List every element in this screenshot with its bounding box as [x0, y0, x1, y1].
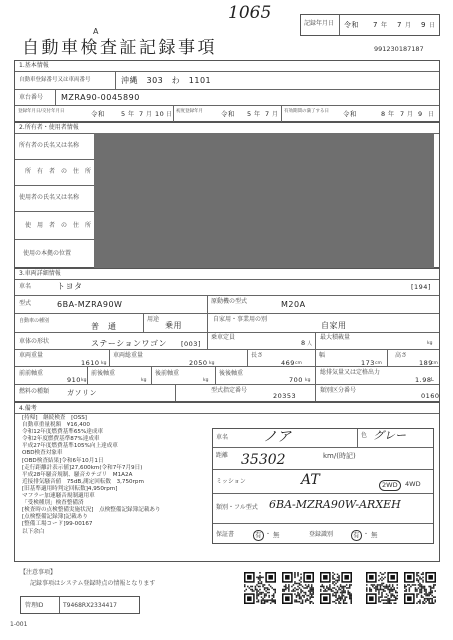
side-distance-value: 35302 [241, 452, 286, 468]
fuel-label: 燃料の種類 [19, 388, 50, 395]
vehicle-detail-section [14, 268, 440, 402]
remark-line: 「受検種別」検査整備済 [22, 500, 84, 507]
warranty-no: 無 [273, 531, 280, 539]
front-front-axle-value: 910 [67, 376, 81, 384]
remark-line: [点検整備記録簿]記載あり [22, 514, 88, 521]
record-date-month: 7 [397, 21, 402, 29]
remark-line: 自動車重量税額 ¥16,400 [22, 422, 90, 429]
document-code: 991230187187 [374, 45, 424, 53]
gross-weight-unit: kg [209, 361, 215, 366]
registration-no: 無 [371, 531, 378, 539]
category-number-value: 0160 [421, 392, 440, 400]
width-unit: cm [375, 361, 382, 366]
side-full-type-value: 6BA-MZRA90W-ARXEH [269, 498, 401, 511]
first-reg-era: 令和 [91, 110, 105, 118]
capacity-unit: 人 [307, 341, 313, 347]
rear-rear-axle-label: 後後軸重 [219, 370, 244, 377]
weight-label: 車両重量 [19, 352, 44, 359]
expiry-label: 有効期間の満了する日 [284, 109, 329, 114]
notice-title: 【注意事項】 [20, 569, 57, 576]
kind-label: 自動車の種別 [19, 318, 50, 324]
record-date-box [300, 14, 440, 36]
expiry-era: 令和 [343, 110, 357, 118]
remark-line: 以下余白 [22, 528, 45, 535]
user-name-label: 使用者の氏名又は名称 [19, 194, 80, 201]
shape-code: [003] [181, 340, 201, 348]
purpose-label: 自家用・事業用の別 [213, 316, 268, 323]
use-label: 用途 [147, 316, 160, 323]
record-date-m-unit: 月 [405, 22, 412, 29]
first-reg-day: 10 [155, 110, 165, 118]
engine-label: 原動機の型式 [211, 298, 248, 305]
first-year-year-unit: 年 [254, 111, 261, 118]
rear-front-axle-label: 後前軸重 [155, 370, 180, 377]
base-location-label: 使用の本拠の位置 [23, 250, 72, 257]
first-reg-label: 登録年月日/交付年月日 [18, 109, 65, 114]
expiry-day-unit: 日 [428, 111, 435, 118]
shape-label: 車体の形状 [19, 338, 50, 345]
expiry-month: 7 [400, 110, 405, 118]
management-id-box [20, 596, 140, 614]
management-id-value: T9468RX2334417 [63, 602, 117, 609]
reg-value: 沖縄 303 わ 1101 [121, 76, 212, 85]
expiry-year: 8 [381, 110, 386, 118]
remarks-notes [22, 415, 212, 536]
remark-line: 平成27年度燃費基準105%向上達成車 [22, 443, 118, 450]
displacement-unit: L [431, 377, 434, 383]
type-number-label: 型式指定番号 [211, 387, 248, 394]
side-full-type-label: 類別・フル型式 [216, 504, 258, 511]
warranty-sep: ・ [265, 531, 272, 538]
drive-2wd-option: 2WD [379, 480, 401, 491]
remark-line: 近接排気騒音値 75dB,測定回転数 3,750rpm [22, 478, 144, 485]
management-id-label: 管理ID [25, 602, 44, 609]
redacted-owner-info [94, 133, 434, 268]
expiry-year-unit: 年 [388, 111, 395, 118]
kind-value: 普 通 [91, 322, 117, 331]
remark-line: 令和12年度燃費基準65%達成車 [22, 429, 104, 436]
maker-label: 車名 [19, 283, 32, 290]
first-year-year: 5 [247, 110, 252, 118]
side-distance-unit: km/(時記) [323, 452, 356, 460]
remark-line: 平成28年騒音規制、騒音カテゴリ M1A2A [22, 471, 133, 478]
first-reg-day-unit: 日 [166, 111, 173, 118]
section4-title: 4.備考 [19, 405, 37, 412]
record-date-day: 9 [421, 21, 426, 29]
displacement-label: 総排気量又は定格出力 [320, 369, 381, 376]
handwritten-number: 1065 [228, 3, 272, 23]
section3-title: 3.車両詳細情報 [19, 270, 61, 277]
record-date-d-unit: 日 [429, 22, 436, 29]
basic-info-section [14, 60, 440, 122]
maker-value: トヨタ [57, 282, 83, 291]
registration-sep: ・ [363, 531, 370, 538]
model-value: 6BA-MZRA90W [57, 300, 123, 309]
expiry-month-unit: 月 [407, 111, 414, 118]
side-name-value: ノア [263, 429, 291, 445]
warranty-yes: 有 [255, 531, 262, 539]
side-mission-label: ミッション [216, 478, 246, 485]
front-front-axle-label: 前前軸重 [19, 370, 44, 377]
inspection-side-form [212, 428, 434, 544]
length-label: 長さ [251, 352, 264, 359]
record-date-year: 7 [373, 21, 378, 29]
fuel-value: ガソリン [67, 389, 97, 397]
engine-value: M20A [281, 300, 306, 309]
displacement-value: 1.98 [415, 376, 432, 384]
notice-text: 記録事項はシステム登録時点の情報となります [30, 580, 156, 587]
front-rear-axle-label: 前後軸重 [91, 370, 116, 377]
rear-front-axle-unit: kg [203, 378, 209, 383]
marker-a: A [93, 27, 99, 36]
height-unit: cm [431, 361, 438, 366]
rear-rear-axle-value: 700 [289, 376, 303, 384]
type-number-value: 20353 [273, 392, 297, 400]
purpose-value: 自家用 [321, 321, 347, 330]
remark-line: [走行距離計表示値]27,600km(令和7年7月9日) [22, 464, 143, 471]
length-value: 469 [281, 359, 295, 367]
gross-weight-label: 車両総重量 [113, 352, 144, 359]
shape-value: ステーションワゴン [91, 339, 168, 348]
owner-address-label: 所 有 者 の 住 所 [25, 168, 92, 175]
chassis-label: 車台番号 [19, 94, 44, 101]
expiry-day: 9 [418, 110, 423, 118]
remark-line: OBD検査対象車 [22, 450, 63, 457]
side-warranty-label: 保証書 [216, 531, 235, 538]
registration-yes: 有 [353, 531, 360, 539]
length-unit: cm [295, 361, 302, 366]
qr-code-icon [244, 572, 276, 604]
maker-code: [194] [411, 283, 431, 291]
model-label: 型式 [19, 300, 32, 307]
height-value: 189 [419, 359, 433, 367]
first-reg-year: 5 [121, 110, 126, 118]
front-rear-axle-unit: kg [141, 378, 147, 383]
record-date-era: 令和 [344, 21, 359, 29]
side-color-value: グレー [373, 429, 406, 442]
use-value: 乗用 [165, 321, 182, 330]
reg-label: 自動車登録番号又は車両番号 [19, 77, 91, 83]
qr-code-icon [366, 572, 398, 604]
record-date-label: 記録年月日 [304, 20, 335, 27]
height-label: 高さ [395, 352, 408, 359]
remark-line: [検査時の点検整備実施状況] 点検整備記録簿記載あり [22, 507, 161, 514]
side-registration-label: 登録識別 [309, 531, 334, 538]
gross-weight-value: 2050 [189, 359, 208, 367]
section2-title: 2.所有者・使用者情報 [19, 124, 79, 131]
first-reg-month-unit: 月 [146, 111, 153, 118]
remark-line: [整備工場コード]99-00167 [22, 521, 93, 528]
weight-value: 1610 [81, 359, 100, 367]
section1-title: 1.基本情報 [19, 62, 49, 69]
drive-4wd-option: 4WD [405, 480, 421, 488]
side-distance-label: 距離 [216, 452, 229, 459]
side-name-label: 車名 [216, 434, 229, 441]
remark-line: 令和2年度燃費基準87%達成車 [22, 436, 100, 443]
user-address-label: 使 用 者 の 住 所 [25, 222, 92, 229]
width-label: 幅 [319, 352, 326, 359]
load-unit: kg [427, 341, 433, 346]
first-year-era: 令和 [221, 110, 235, 118]
first-year-month-unit: 月 [272, 111, 279, 118]
first-reg-year-unit: 年 [128, 111, 135, 118]
side-mission-value: AT [301, 472, 320, 488]
capacity-label: 乗車定員 [211, 334, 236, 341]
qr-code-icon [282, 572, 314, 604]
load-label: 最大積載量 [320, 334, 351, 341]
owner-name-label: 所有者の氏名又は名称 [19, 142, 80, 149]
rear-rear-axle-unit: kg [305, 378, 311, 383]
chassis-value: MZRA90-0045890 [61, 93, 140, 102]
side-color-label: 色 [361, 432, 368, 439]
document-title: 自動車検査証記録事項 [22, 38, 217, 58]
qr-code-icon [320, 572, 352, 604]
first-year-month: 7 [265, 110, 270, 118]
category-number-label: 類別区分番号 [320, 387, 357, 394]
record-date-y-unit: 年 [381, 22, 388, 29]
front-front-axle-unit: kg [81, 378, 87, 383]
remark-line: [旧基準適用時判定回転数]4,950rpm] [22, 485, 118, 492]
remark-line: [OBD検査結果]令和6年10月1日 [22, 457, 104, 464]
first-year-label: 初度登録年月 [176, 109, 203, 114]
qr-code-icon [404, 572, 436, 604]
page-code: 1-001 [10, 621, 28, 628]
weight-unit: kg [101, 361, 107, 366]
first-reg-month: 7 [139, 110, 144, 118]
capacity-value: 8 [301, 339, 306, 347]
width-value: 173 [361, 359, 375, 367]
remark-line: マフラー加速騒音規制適用車 [22, 493, 95, 500]
remark-line: [持帰] 継続検査 [OSS] [22, 415, 87, 421]
